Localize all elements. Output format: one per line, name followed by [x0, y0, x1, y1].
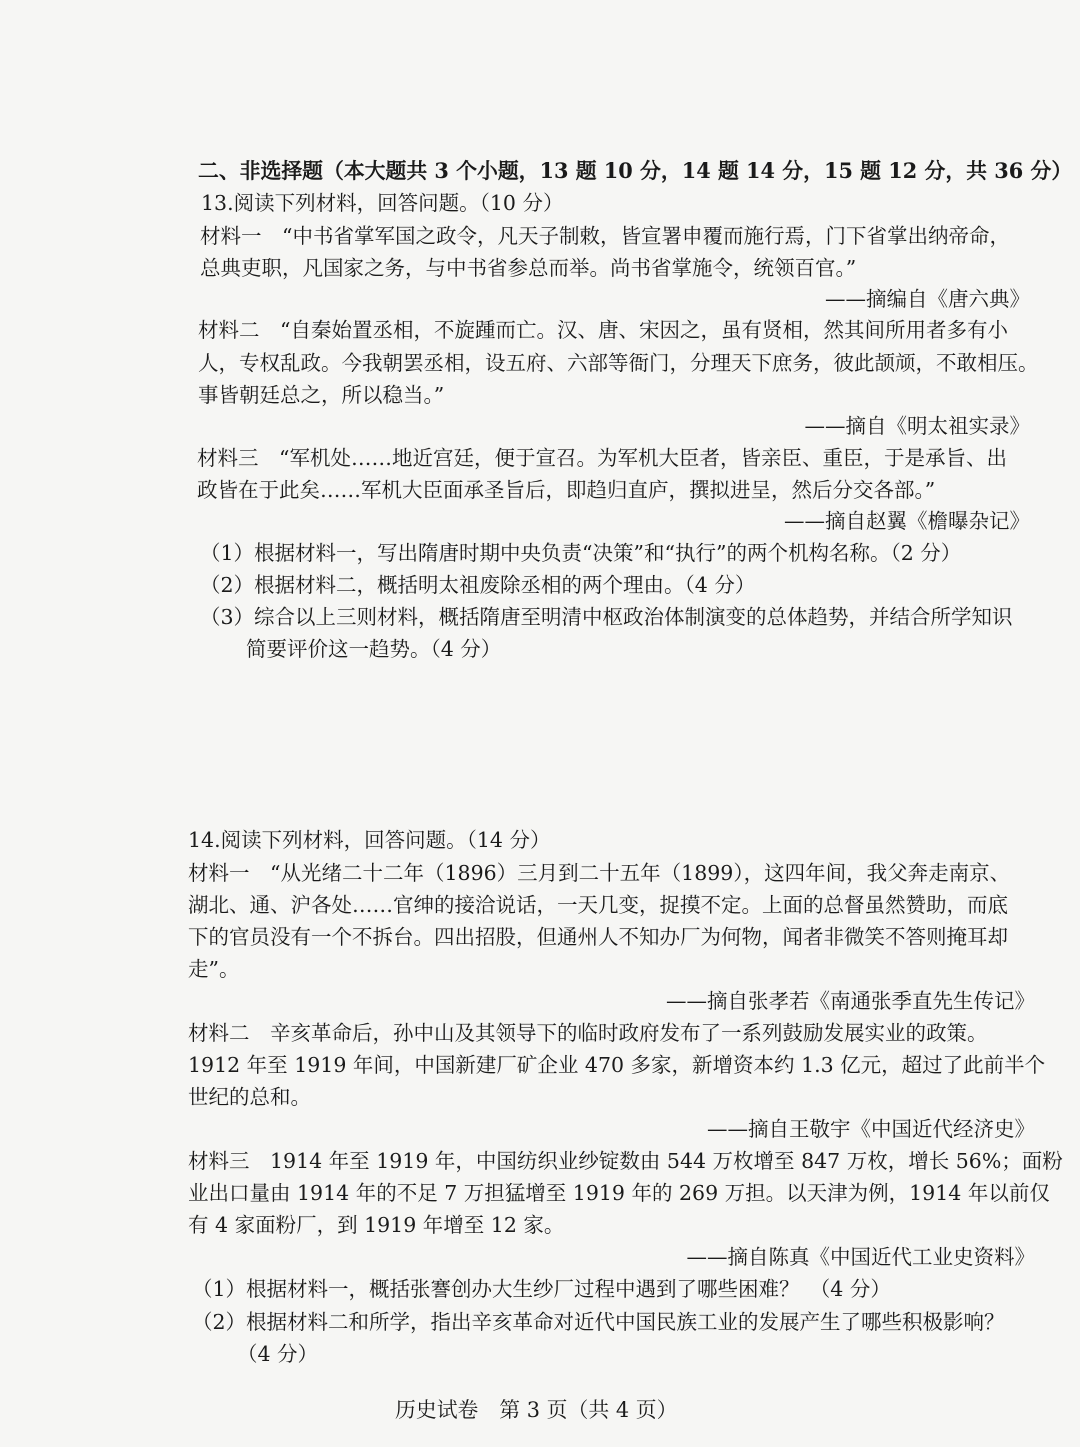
q13-material-3-source: ——摘自赵翼《檐曝杂记》	[784, 509, 1030, 533]
q14-sub-question-2-line-2: （4 分）	[237, 1342, 319, 1366]
q13-material-2-line-1: 材料二 “自秦始置丞相，不旋踵而亡。汉、唐、宋因之，虽有贤相，然其间所用者多有小	[198, 318, 1008, 342]
q13-material-3-line-2: 政皆在于此矣……军机大臣面承圣旨后，即趋归直庐，撰拟进呈，然后分交各部。”	[197, 478, 936, 502]
page-footer: 历史试卷 第 3 页（共 4 页）	[394, 1398, 678, 1422]
q14-material-3-source: ——摘自陈真《中国近代工业史资料》	[686, 1245, 1035, 1269]
q13-material-1-line-1: 材料一 “中书省掌军国之政令，凡天子制敕，皆宣署申覆而施行焉，门下省掌出纳帝命，	[200, 224, 1010, 248]
q14-material-2-line-3: 世纪的总和。	[188, 1085, 311, 1109]
section-title: 二、非选择题（本大题共 3 个小题，13 题 10 分，14 题 14 分，15 题 12 分，共 36 分）	[198, 158, 1073, 183]
q14-sub-question-1: （1）根据材料一，概括张謇创办大生纱厂过程中遇到了哪些困难？ （4 分）	[192, 1277, 891, 1301]
q14-material-3-line-1: 材料三 1914 年至 1919 年，中国纺织业纱锭数由 544 万枚增至 847 万枚，增长 56%；面粉	[188, 1149, 1063, 1173]
q13-material-2-source: ——摘自《明太祖实录》	[804, 414, 1030, 438]
q14-stem: 14.阅读下列材料，回答问题。（14 分）	[188, 828, 551, 852]
q14-material-1-line-4: 走”。	[188, 957, 240, 981]
q13-material-1-line-2: 总典吏职，凡国家之务，与中书省参总而举。尚书省掌施令，统领百官。”	[200, 256, 857, 280]
q14-material-1-line-3: 下的官员没有一个不拆台。四出招股，但通州人不知办厂为何物，闻者非微笑不答则掩耳却	[188, 925, 1008, 949]
q13-material-2-line-2: 人，专权乱政。今我朝罢丞相，设五府、六部等衙门，分理天下庶务，彼此颉颃，不敢相压。	[198, 351, 1039, 375]
q13-material-1-source: ——摘编自《唐六典》	[825, 287, 1030, 311]
q14-material-1-line-1: 材料一 “从光绪二十二年（1896）三月到二十五年（1899），这四年间，我父奔走南京、	[188, 861, 1011, 885]
q13-stem: 13.阅读下列材料，回答问题。（10 分）	[201, 191, 564, 215]
q14-material-2-line-2: 1912 年至 1919 年间，中国新建厂矿企业 470 多家，新增资本约 1.3 亿元，超过了此前半个	[188, 1053, 1046, 1077]
q14-material-3-line-3: 有 4 家面粉厂，到 1919 年增至 12 家。	[188, 1213, 565, 1237]
q13-sub-question-2: （2）根据材料二，概括明太祖废除丞相的两个理由。（4 分）	[200, 573, 756, 597]
q14-sub-question-2-line-1: （2）根据材料二和所学，指出辛亥革命对近代中国民族工业的发展产生了哪些积极影响？	[192, 1310, 1005, 1334]
q13-material-2-line-3: 事皆朝廷总之，所以稳当。”	[198, 383, 445, 407]
q14-material-2-line-1: 材料二 辛亥革命后，孙中山及其领导下的临时政府发布了一系列鼓励发展实业的政策。	[188, 1021, 988, 1045]
q14-material-1-source: ——摘自张孝若《南通张季直先生传记》	[666, 989, 1035, 1013]
q13-material-3-line-1: 材料三 “军机处……地近宫廷，便于宣召。为军机大臣者，皆亲臣、重臣，于是承旨、出	[197, 446, 1007, 470]
q13-sub-question-3-line-2: 简要评价这一趋势。（4 分）	[246, 637, 502, 661]
q13-sub-question-1: （1）根据材料一，写出隋唐时期中央负责“决策”和“执行”的两个机构名称。（2 分）	[200, 541, 962, 565]
q14-material-3-line-2: 业出口量由 1914 年的不足 7 万担猛增至 1919 年的 269 万担。以天津为例，1914 年以前仅	[188, 1181, 1050, 1205]
q14-material-2-source: ——摘自王敬宇《中国近代经济史》	[707, 1117, 1035, 1141]
q14-material-1-line-2: 湖北、通、沪各处……官绅的接洽说话，一天几变，捉摸不定。上面的总督虽然赞助，而底	[188, 893, 1008, 917]
q13-sub-question-3-line-1: （3）综合以上三则材料，概括隋唐至明清中枢政治体制演变的总体趋势，并结合所学知识	[200, 605, 1013, 629]
